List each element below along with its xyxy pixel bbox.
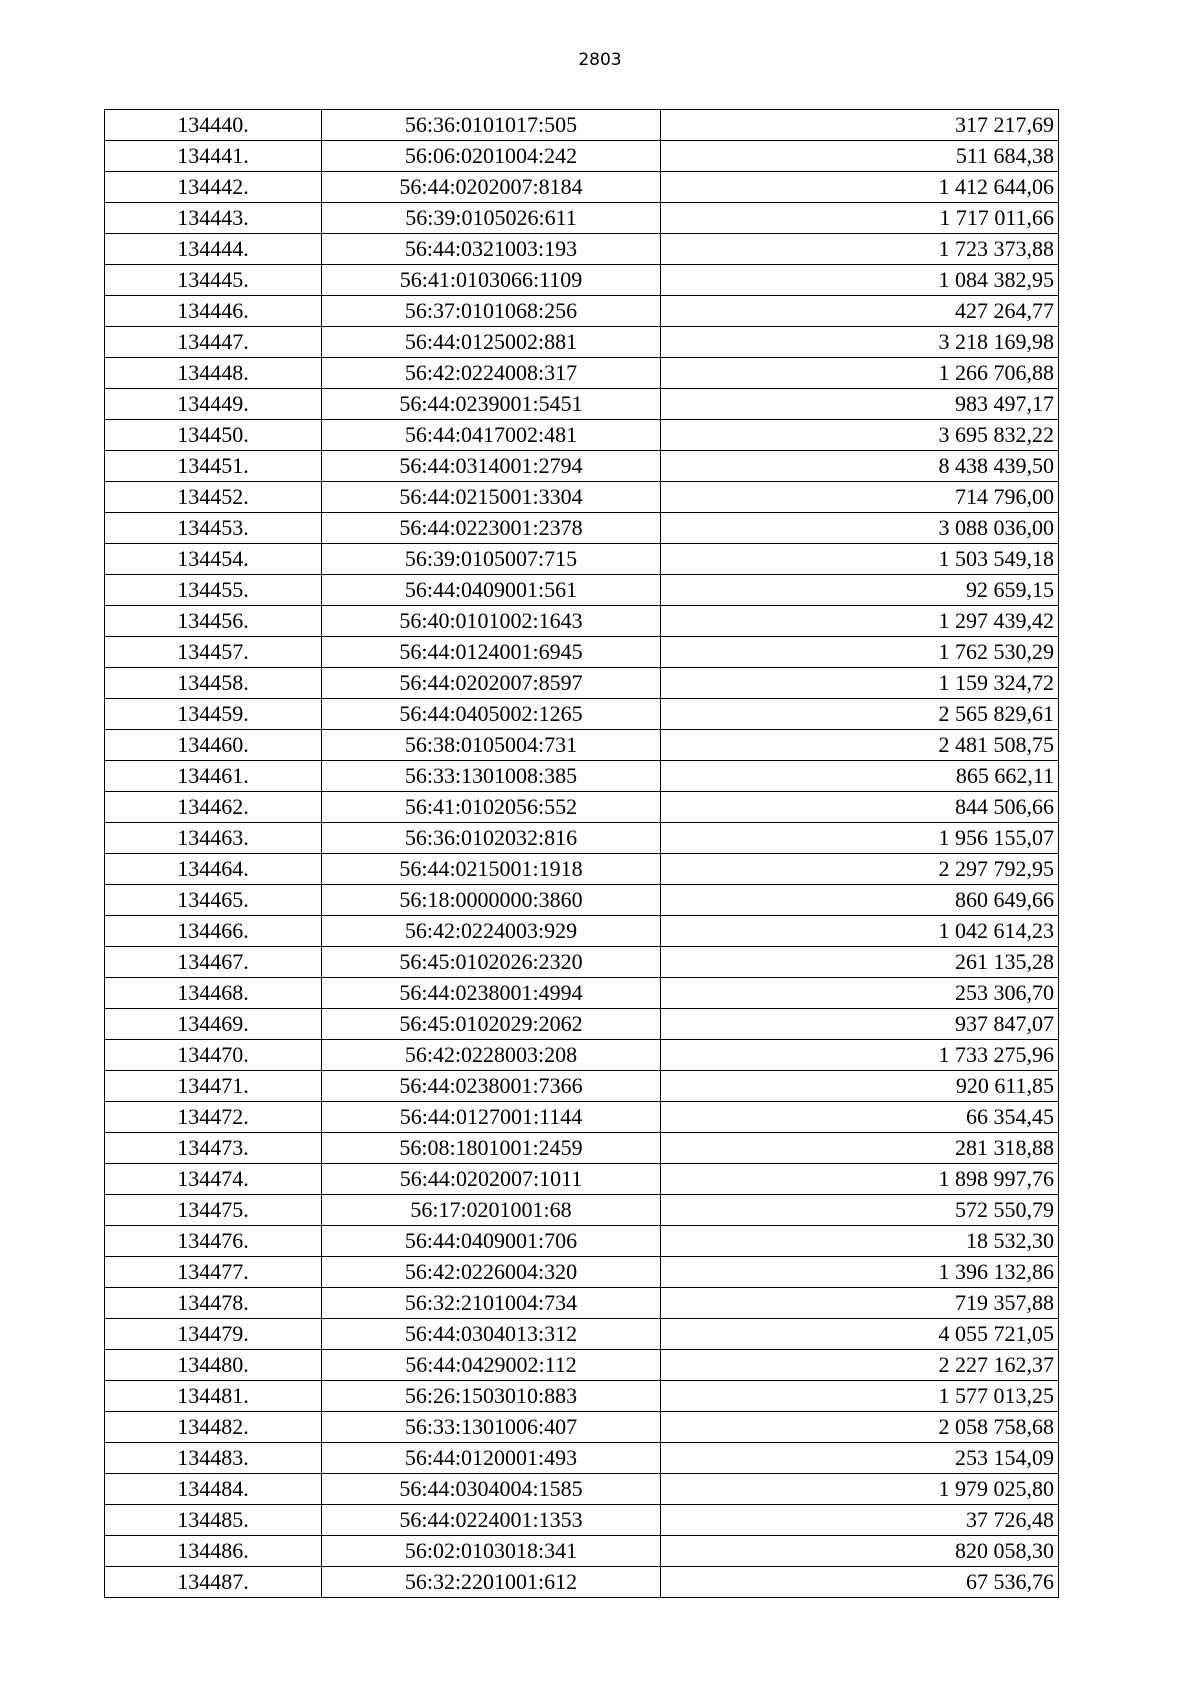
cadastral-value-cell: 2 058 758,68 xyxy=(661,1412,1059,1443)
cadastral-value-cell: 8 438 439,50 xyxy=(661,451,1059,482)
table-row xyxy=(105,482,1059,513)
row-number-cell: 134464. xyxy=(105,854,322,885)
cadastral-value-cell: 1 412 644,06 xyxy=(661,172,1059,203)
cadastral-number-cell: 56:44:0239001:5451 xyxy=(322,389,661,420)
row-number-cell: 134455. xyxy=(105,575,322,606)
cadastral-value-cell: 67 536,76 xyxy=(661,1567,1059,1598)
table-row xyxy=(105,730,1059,761)
table-row xyxy=(105,699,1059,730)
row-number-cell: 134442. xyxy=(105,172,322,203)
table-row xyxy=(105,1350,1059,1381)
table-row xyxy=(105,854,1059,885)
row-number-cell: 134476. xyxy=(105,1226,322,1257)
cadastral-number-cell: 56:44:0417002:481 xyxy=(322,420,661,451)
row-number-cell: 134482. xyxy=(105,1412,322,1443)
table-row xyxy=(105,823,1059,854)
cadastral-value-cell: 1 717 011,66 xyxy=(661,203,1059,234)
cadastral-number-cell: 56:06:0201004:242 xyxy=(322,141,661,172)
table-row xyxy=(105,885,1059,916)
row-number-cell: 134480. xyxy=(105,1350,322,1381)
table-row xyxy=(105,1443,1059,1474)
cadastral-number-cell: 56:44:0215001:1918 xyxy=(322,854,661,885)
table-row xyxy=(105,1412,1059,1443)
cadastral-value-cell: 860 649,66 xyxy=(661,885,1059,916)
table-row xyxy=(105,265,1059,296)
cadastral-number-cell: 56:44:0224001:1353 xyxy=(322,1505,661,1536)
table-row xyxy=(105,668,1059,699)
table-row xyxy=(105,1040,1059,1071)
row-number-cell: 134450. xyxy=(105,420,322,451)
cadastral-value-cell: 66 354,45 xyxy=(661,1102,1059,1133)
cadastral-value-cell: 572 550,79 xyxy=(661,1195,1059,1226)
cadastral-number-cell: 56:44:0202007:8597 xyxy=(322,668,661,699)
cadastral-value-cell: 1 723 373,88 xyxy=(661,234,1059,265)
table-row xyxy=(105,1133,1059,1164)
cadastral-value-cell: 37 726,48 xyxy=(661,1505,1059,1536)
cadastral-value-cell: 1 956 155,07 xyxy=(661,823,1059,854)
cadastral-number-cell: 56:26:1503010:883 xyxy=(322,1381,661,1412)
table-row xyxy=(105,513,1059,544)
row-number-cell: 134444. xyxy=(105,234,322,265)
table-row xyxy=(105,141,1059,172)
table-row xyxy=(105,1381,1059,1412)
row-number-cell: 134484. xyxy=(105,1474,322,1505)
row-number-cell: 134441. xyxy=(105,141,322,172)
cadastral-value-cell: 1 266 706,88 xyxy=(661,358,1059,389)
row-number-cell: 134469. xyxy=(105,1009,322,1040)
cadastral-number-cell: 56:45:0102029:2062 xyxy=(322,1009,661,1040)
table-row xyxy=(105,916,1059,947)
cadastral-number-cell: 56:41:0102056:552 xyxy=(322,792,661,823)
cadastral-value-cell: 714 796,00 xyxy=(661,482,1059,513)
cadastral-number-cell: 56:33:1301006:407 xyxy=(322,1412,661,1443)
cadastral-number-cell: 56:18:0000000:3860 xyxy=(322,885,661,916)
cadastral-number-cell: 56:36:0102032:816 xyxy=(322,823,661,854)
cadastral-value-cell: 3 218 169,98 xyxy=(661,327,1059,358)
cadastral-number-cell: 56:44:0127001:1144 xyxy=(322,1102,661,1133)
table-row xyxy=(105,1567,1059,1598)
row-number-cell: 134486. xyxy=(105,1536,322,1567)
row-number-cell: 134470. xyxy=(105,1040,322,1071)
table-row xyxy=(105,947,1059,978)
cadastral-value-cell: 865 662,11 xyxy=(661,761,1059,792)
row-number-cell: 134479. xyxy=(105,1319,322,1350)
cadastral-number-cell: 56:37:0101068:256 xyxy=(322,296,661,327)
row-number-cell: 134461. xyxy=(105,761,322,792)
cadastral-value-cell: 1 159 324,72 xyxy=(661,668,1059,699)
cadastral-number-cell: 56:32:2201001:612 xyxy=(322,1567,661,1598)
cadastral-value-cell: 2 481 508,75 xyxy=(661,730,1059,761)
page-number: 2803 xyxy=(578,50,622,70)
cadastral-value-cell: 2 227 162,37 xyxy=(661,1350,1059,1381)
cadastral-value-cell: 1 503 549,18 xyxy=(661,544,1059,575)
row-number-cell: 134445. xyxy=(105,265,322,296)
table-row xyxy=(105,1288,1059,1319)
row-number-cell: 134478. xyxy=(105,1288,322,1319)
cadastral-value-cell: 1 733 275,96 xyxy=(661,1040,1059,1071)
cadastral-value-cell: 317 217,69 xyxy=(661,110,1059,141)
table-row xyxy=(105,1319,1059,1350)
table-row xyxy=(105,296,1059,327)
cadastral-number-cell: 56:44:0304013:312 xyxy=(322,1319,661,1350)
table-row xyxy=(105,203,1059,234)
row-number-cell: 134460. xyxy=(105,730,322,761)
cadastral-value-cell: 844 506,66 xyxy=(661,792,1059,823)
table-body xyxy=(105,110,1059,1598)
cadastral-number-cell: 56:32:2101004:734 xyxy=(322,1288,661,1319)
cadastral-value-cell: 983 497,17 xyxy=(661,389,1059,420)
row-number-cell: 134447. xyxy=(105,327,322,358)
table-row xyxy=(105,637,1059,668)
row-number-cell: 134487. xyxy=(105,1567,322,1598)
cadastral-value-cell: 1 084 382,95 xyxy=(661,265,1059,296)
cadastral-value-cell: 2 297 792,95 xyxy=(661,854,1059,885)
cadastral-number-cell: 56:42:0224003:929 xyxy=(322,916,661,947)
table-row xyxy=(105,1257,1059,1288)
cadastral-value-cell: 1 898 997,76 xyxy=(661,1164,1059,1195)
cadastral-value-cell: 1 396 132,86 xyxy=(661,1257,1059,1288)
cadastral-value-cell: 92 659,15 xyxy=(661,575,1059,606)
cadastral-value-cell: 3 695 832,22 xyxy=(661,420,1059,451)
table-row xyxy=(105,761,1059,792)
cadastral-value-cell: 253 154,09 xyxy=(661,1443,1059,1474)
cadastral-value-cell: 281 318,88 xyxy=(661,1133,1059,1164)
table-row xyxy=(105,1195,1059,1226)
row-number-cell: 134466. xyxy=(105,916,322,947)
table-row xyxy=(105,327,1059,358)
cadastral-value-cell: 261 135,28 xyxy=(661,947,1059,978)
cadastral-value-cell: 3 088 036,00 xyxy=(661,513,1059,544)
cadastral-number-cell: 56:45:0102026:2320 xyxy=(322,947,661,978)
cadastral-value-cell: 253 306,70 xyxy=(661,978,1059,1009)
row-number-cell: 134473. xyxy=(105,1133,322,1164)
row-number-cell: 134446. xyxy=(105,296,322,327)
cadastral-number-cell: 56:44:0125002:881 xyxy=(322,327,661,358)
table-row xyxy=(105,110,1059,141)
cadastral-number-cell: 56:44:0238001:4994 xyxy=(322,978,661,1009)
cadastral-number-cell: 56:44:0124001:6945 xyxy=(322,637,661,668)
cadastral-number-cell: 56:44:0314001:2794 xyxy=(322,451,661,482)
table-row xyxy=(105,1009,1059,1040)
row-number-cell: 134453. xyxy=(105,513,322,544)
row-number-cell: 134454. xyxy=(105,544,322,575)
cadastral-value-table xyxy=(104,109,1059,1598)
row-number-cell: 134463. xyxy=(105,823,322,854)
cadastral-number-cell: 56:42:0228003:208 xyxy=(322,1040,661,1071)
table-row xyxy=(105,234,1059,265)
table-row xyxy=(105,172,1059,203)
cadastral-number-cell: 56:42:0224008:317 xyxy=(322,358,661,389)
cadastral-value-cell: 427 264,77 xyxy=(661,296,1059,327)
row-number-cell: 134462. xyxy=(105,792,322,823)
cadastral-value-cell: 511 684,38 xyxy=(661,141,1059,172)
cadastral-number-cell: 56:44:0202007:1011 xyxy=(322,1164,661,1195)
cadastral-value-cell: 4 055 721,05 xyxy=(661,1319,1059,1350)
cadastral-value-cell: 719 357,88 xyxy=(661,1288,1059,1319)
cadastral-number-cell: 56:44:0304004:1585 xyxy=(322,1474,661,1505)
row-number-cell: 134452. xyxy=(105,482,322,513)
cadastral-number-cell: 56:44:0223001:2378 xyxy=(322,513,661,544)
row-number-cell: 134456. xyxy=(105,606,322,637)
row-number-cell: 134443. xyxy=(105,203,322,234)
cadastral-number-cell: 56:44:0405002:1265 xyxy=(322,699,661,730)
table-row xyxy=(105,1102,1059,1133)
table-row xyxy=(105,1164,1059,1195)
row-number-cell: 134477. xyxy=(105,1257,322,1288)
cadastral-value-cell: 1 762 530,29 xyxy=(661,637,1059,668)
row-number-cell: 134475. xyxy=(105,1195,322,1226)
table-row xyxy=(105,575,1059,606)
cadastral-number-cell: 56:36:0101017:505 xyxy=(322,110,661,141)
cadastral-number-cell: 56:44:0409001:706 xyxy=(322,1226,661,1257)
row-number-cell: 134458. xyxy=(105,668,322,699)
cadastral-value-cell: 820 058,30 xyxy=(661,1536,1059,1567)
cadastral-number-cell: 56:44:0321003:193 xyxy=(322,234,661,265)
cadastral-value-cell: 1 042 614,23 xyxy=(661,916,1059,947)
cadastral-number-cell: 56:44:0429002:112 xyxy=(322,1350,661,1381)
cadastral-number-cell: 56:38:0105004:731 xyxy=(322,730,661,761)
cadastral-number-cell: 56:02:0103018:341 xyxy=(322,1536,661,1567)
cadastral-value-cell: 2 565 829,61 xyxy=(661,699,1059,730)
cadastral-value-cell: 1 297 439,42 xyxy=(661,606,1059,637)
cadastral-number-cell: 56:40:0101002:1643 xyxy=(322,606,661,637)
row-number-cell: 134481. xyxy=(105,1381,322,1412)
cadastral-number-cell: 56:39:0105007:715 xyxy=(322,544,661,575)
row-number-cell: 134483. xyxy=(105,1443,322,1474)
cadastral-value-cell: 920 611,85 xyxy=(661,1071,1059,1102)
table-row xyxy=(105,451,1059,482)
table-row xyxy=(105,978,1059,1009)
row-number-cell: 134467. xyxy=(105,947,322,978)
row-number-cell: 134440. xyxy=(105,110,322,141)
cadastral-number-cell: 56:41:0103066:1109 xyxy=(322,265,661,296)
table-row xyxy=(105,1071,1059,1102)
cadastral-number-cell: 56:33:1301008:385 xyxy=(322,761,661,792)
cadastral-number-cell: 56:39:0105026:611 xyxy=(322,203,661,234)
table-row xyxy=(105,1505,1059,1536)
row-number-cell: 134465. xyxy=(105,885,322,916)
cadastral-number-cell: 56:08:1801001:2459 xyxy=(322,1133,661,1164)
cadastral-number-cell: 56:44:0215001:3304 xyxy=(322,482,661,513)
cadastral-value-cell: 1 577 013,25 xyxy=(661,1381,1059,1412)
cadastral-value-cell: 18 532,30 xyxy=(661,1226,1059,1257)
row-number-cell: 134468. xyxy=(105,978,322,1009)
table-row xyxy=(105,792,1059,823)
cadastral-number-cell: 56:44:0238001:7366 xyxy=(322,1071,661,1102)
cadastral-number-cell: 56:44:0202007:8184 xyxy=(322,172,661,203)
cadastral-value-cell: 937 847,07 xyxy=(661,1009,1059,1040)
cadastral-value-cell: 1 979 025,80 xyxy=(661,1474,1059,1505)
table-row xyxy=(105,544,1059,575)
table-row xyxy=(105,606,1059,637)
table-row xyxy=(105,1536,1059,1567)
row-number-cell: 134448. xyxy=(105,358,322,389)
table-row xyxy=(105,1226,1059,1257)
cadastral-number-cell: 56:17:0201001:68 xyxy=(322,1195,661,1226)
row-number-cell: 134449. xyxy=(105,389,322,420)
row-number-cell: 134472. xyxy=(105,1102,322,1133)
row-number-cell: 134485. xyxy=(105,1505,322,1536)
table-row xyxy=(105,1474,1059,1505)
table-row xyxy=(105,420,1059,451)
cadastral-number-cell: 56:44:0409001:561 xyxy=(322,575,661,606)
row-number-cell: 134459. xyxy=(105,699,322,730)
row-number-cell: 134471. xyxy=(105,1071,322,1102)
row-number-cell: 134451. xyxy=(105,451,322,482)
cadastral-number-cell: 56:42:0226004:320 xyxy=(322,1257,661,1288)
cadastral-number-cell: 56:44:0120001:493 xyxy=(322,1443,661,1474)
row-number-cell: 134457. xyxy=(105,637,322,668)
table-row xyxy=(105,389,1059,420)
table-row xyxy=(105,358,1059,389)
row-number-cell: 134474. xyxy=(105,1164,322,1195)
